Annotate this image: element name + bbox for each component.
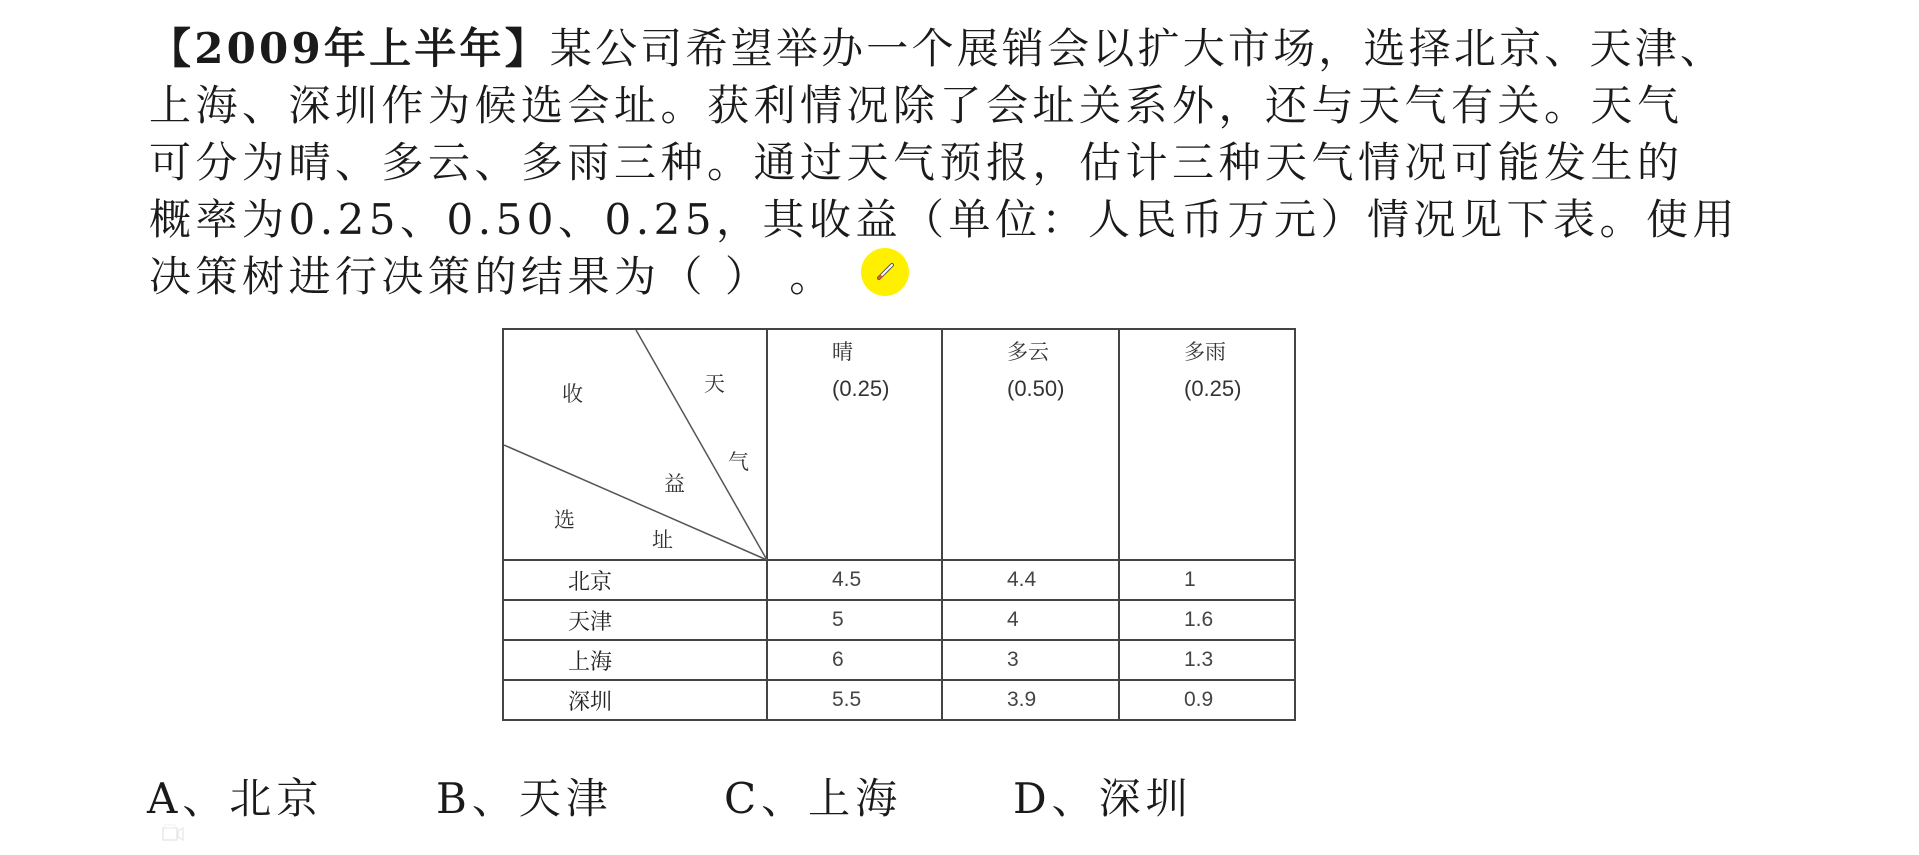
weather-probability: (0.50) (1007, 376, 1065, 401)
pen-cursor-highlight (861, 248, 909, 296)
question-line-4: 概率为0.25、0.50、0.25，其收益（单位：人民币万元）情况见下表。使用 (149, 195, 1740, 244)
payoff-cell: 3.9 (942, 680, 1119, 720)
column-header-cloudy (942, 329, 1119, 560)
site-cell: 上海 (503, 640, 767, 680)
payoff-cell: 4.4 (942, 560, 1119, 600)
payoff-table-container (502, 328, 1296, 721)
table-row (503, 600, 1295, 640)
table-header-row (503, 329, 1295, 560)
diagonal-header-cell (503, 329, 767, 560)
pen-icon (875, 260, 897, 282)
site-cell: 天津 (503, 600, 767, 640)
question-line-text: 某公司希望举办一个展销会以扩大市场，选择北京、天津、 (549, 24, 1726, 73)
video-camera-icon (160, 823, 186, 847)
corner-label-shou: 收 (562, 383, 583, 406)
corner-label-yi: 益 (664, 473, 685, 496)
table-row (503, 560, 1295, 600)
weather-probability: (0.25) (1184, 376, 1242, 401)
question-line-1 (149, 20, 1769, 77)
payoff-cell: 4.5 (767, 560, 942, 600)
corner-label-tian: 天 (704, 373, 725, 396)
payoff-cell: 1.3 (1119, 640, 1295, 680)
payoff-cell: 5 (767, 600, 942, 640)
corner-label-qi: 气 (728, 451, 749, 474)
option-d[interactable]: D、深圳 (1013, 774, 1193, 823)
question-line-2: 上海、深圳作为候选会址。获利情况除了会址关系外，还与天气有关。天气 (149, 81, 1684, 130)
payoff-table (502, 328, 1296, 721)
weather-probability: (0.25) (832, 376, 890, 401)
question-text (149, 20, 1769, 305)
payoff-cell: 1 (1119, 560, 1295, 600)
payoff-cell: 3 (942, 640, 1119, 680)
option-b[interactable]: B、天津 (436, 774, 613, 823)
question-line-5: 决策树进行决策的结果为（ ） 。 (149, 252, 836, 301)
question-line-3: 可分为晴、多云、多雨三种。通过天气预报，估计三种天气情况可能发生的 (149, 138, 1684, 187)
option-c[interactable]: C、上海 (724, 774, 903, 823)
payoff-cell: 6 (767, 640, 942, 680)
column-header-sunny (767, 329, 942, 560)
diagonal-lines (504, 330, 767, 560)
column-header-rainy (1119, 329, 1295, 560)
payoff-cell: 1.6 (1119, 600, 1295, 640)
corner-label-zhi: 址 (652, 529, 673, 552)
weather-name: 多云 (1007, 341, 1049, 364)
weather-name: 多雨 (1184, 341, 1226, 364)
payoff-cell: 4 (942, 600, 1119, 640)
site-cell: 深圳 (503, 680, 767, 720)
option-a[interactable]: A、北京 (147, 774, 324, 823)
weather-name: 晴 (832, 341, 853, 364)
corner-label-xuan: 选 (554, 509, 575, 532)
payoff-cell: 0.9 (1119, 680, 1295, 720)
site-cell: 北京 (503, 560, 767, 600)
table-row (503, 640, 1295, 680)
question-source-tag: 【2009年上半年】 (149, 24, 550, 73)
payoff-cell: 5.5 (767, 680, 942, 720)
table-row (503, 680, 1295, 720)
